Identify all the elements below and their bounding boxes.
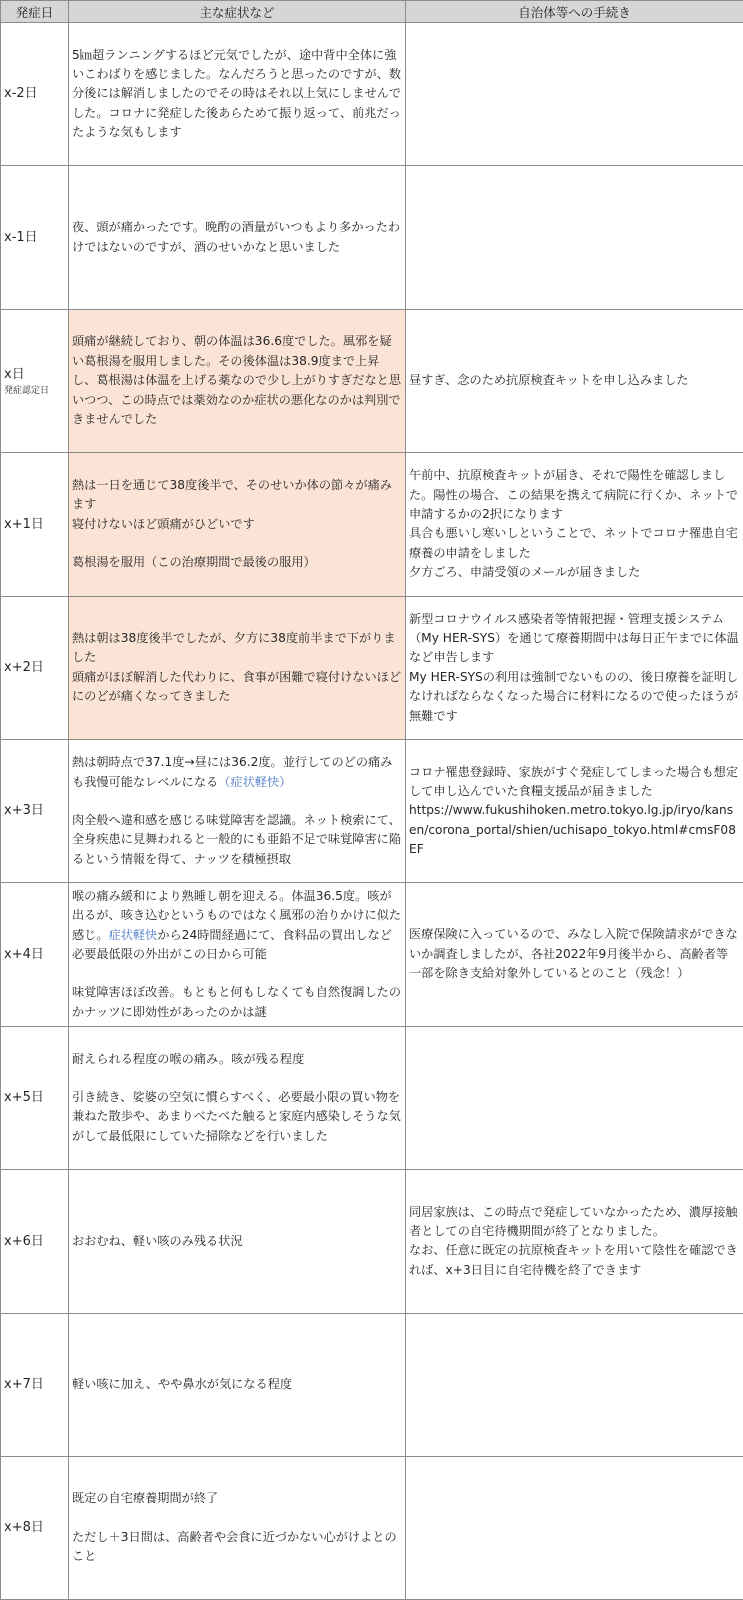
symptoms-cell <box>69 596 406 739</box>
symptom-text: 頭痛が継続しており、朝の体温は36.6度でした。風邪を疑い葛根湯を服用しました。その後体温は38.9度まで上昇し、葛根湯は体温を上げる薬なので少し上がりすぎだなと思いつつ、この時点では薬効なのか症状の悪化なのかは判別できませんでした <box>72 334 402 427</box>
procedures-cell <box>406 596 743 739</box>
procedures-cell <box>406 1313 743 1456</box>
day-cell <box>1 1170 69 1313</box>
day-label: x+2日 <box>4 660 44 676</box>
symptoms-cell <box>69 1026 406 1169</box>
procedures-cell <box>406 23 743 166</box>
day-cell <box>1 166 69 309</box>
procedures-cell <box>406 1456 743 1599</box>
day-cell <box>1 1313 69 1456</box>
symptom-text: 5㎞超ランニングするほど元気でしたが、途中背中全体に強いこわばりを感じました。なんだろうと思ったのですが、数分後には解消しましたのでその時はそれ以上気にしませんでした。コロナに発症した後あらためて振り返って、前兆だったような気もします <box>72 47 402 140</box>
symptom-text: 熱は朝は38度後半でしたが、夕方に38度前半まで下がりました <box>72 630 396 665</box>
procedures-cell <box>406 1170 743 1313</box>
paragraph-gap <box>72 964 402 983</box>
procedure-text: 夕方ごろ、申請受領のメールが届きました <box>409 565 641 580</box>
symptom-improved-label: 症状軽快 <box>108 927 158 942</box>
symptom-text: 耐えられる程度の喉の痛み。咳が残る程度 <box>72 1051 305 1066</box>
symptom-text: おおむね、軽い咳のみ残る状況 <box>72 1233 243 1248</box>
day-label: x-1日 <box>4 229 38 245</box>
table-row <box>1 453 743 596</box>
header-date: 発症日 <box>1 1 69 23</box>
table-row <box>1 1313 743 1456</box>
symptom-text <box>72 887 402 965</box>
day-cell <box>1 739 69 882</box>
symptoms-cell <box>69 883 406 1026</box>
symptom-text: 既定の自宅療養期間が終了 <box>72 1491 219 1506</box>
procedure-text: 医療保険に入っているので、みなし入院で保険請求ができないか調査しましたが、各社2022年9月後半から、高齢者等一部を除き支給対象外しているとのこと（残念！） <box>409 927 738 981</box>
symptoms-cell <box>69 166 406 309</box>
symptom-text: 味覚障害ほぼ改善。もともと何もしなくても自然復調したのかナッツに即効性があったのかは謎 <box>72 985 402 1019</box>
day-cell <box>1 883 69 1026</box>
symptoms-cell <box>69 1456 406 1599</box>
symptom-text <box>72 753 402 792</box>
symptoms-cell <box>69 1170 406 1313</box>
day-label: x+1日 <box>4 516 44 532</box>
paragraph-gap <box>72 1509 402 1528</box>
procedures-cell <box>406 166 743 309</box>
procedure-text: コロナ罹患登録時、家族がすぐ発症してしまった場合も想定して申し込んでいた食糧支援品が届きました <box>409 764 739 799</box>
symptom-text: 引き続き、娑婆の空気に慣らすべく、必要最小限の買い物を兼ねた散歩や、あまりべたべた触ると家庭内感染しそうな気がして最低限にしていた掃除などを行いました <box>72 1090 401 1143</box>
procedure-text: 新型コロナウイルス感染者等情報把握・管理支援システム（My HER-SYS）を通じて療養期間中は毎日正午までに体温など申告します <box>409 611 739 665</box>
symptom-text: 葛根湯を服用（この治療期間で最後の服用） <box>72 555 316 570</box>
table-row <box>1 1170 743 1313</box>
support-url[interactable]: https://www.fukushihoken.metro.tokyo.lg.jp/iryo/kansen/corona_portal/shien/uchisapo_tokyo.html#cmsF08EF <box>409 803 736 857</box>
day-label: x+7日 <box>4 1377 44 1392</box>
symptom-text: 頭痛がほぼ解消した代わりに、食事が困難で寝付けないほどにのどが痛くなってきました <box>72 669 402 704</box>
procedure-text: 昼すぎ、念のため抗原検査キットを申し込みました <box>409 373 689 388</box>
procedure-text: なお、任意に既定の抗原検査キットを用いて陰性を確認できれば、x+3日目に自宅待機を終了できます <box>409 1243 738 1277</box>
symptoms-cell <box>69 23 406 166</box>
table-row <box>1 739 743 882</box>
table-row <box>1 1026 743 1169</box>
symptoms-cell <box>69 309 406 452</box>
symptom-text: 寝付けないほど頭痛がひどいです <box>72 516 255 531</box>
day-label: x+6日 <box>4 1233 44 1249</box>
day-label: x+4日 <box>4 946 44 962</box>
table-row <box>1 23 743 166</box>
procedure-text: My HER-SYSの利用は強制でないものの、後日療養を証明しなければならなくなった場合に材料になるので使ったほうが無難です <box>409 669 739 723</box>
day-label: x-2日 <box>4 86 38 102</box>
symptoms-cell <box>69 739 406 882</box>
day-label: x日 <box>4 367 25 383</box>
table-row <box>1 596 743 739</box>
symptom-text: 熱は一日を通じて38度後半で、そのせいか体の節々が痛みます <box>72 478 392 512</box>
paragraph-gap <box>72 1069 402 1088</box>
day-cell <box>1 596 69 739</box>
symptoms-cell <box>69 453 406 596</box>
header-row <box>1 1 743 23</box>
day-cell <box>1 309 69 452</box>
procedure-text: 午前中、抗原検査キットが届き、それで陽性を確認しました。陽性の場合、この結果を携えて病院に行くか、ネットで申請するかの2択になります <box>409 468 739 521</box>
symptom-text: 肉全般へ違和感を感じる味覚障害を認識。ネット検索にて、全身疾患に見舞われると一般的にも亜鉛不足で味覚障害に陥るという情報を得て、ナッツを積極摂取 <box>72 812 402 866</box>
day-cell <box>1 1026 69 1169</box>
symptoms-cell <box>69 1313 406 1456</box>
table-row <box>1 1456 743 1599</box>
day-cell <box>1 453 69 596</box>
day-label: x+3日 <box>4 803 44 819</box>
symptom-text-part: 喉の痛み緩和により熟睡し朝を迎える。体温36.5度。咳が出るが、咳き込むというものではなく風邪の治りかけに似た感じ。 <box>72 888 402 942</box>
table-row <box>1 883 743 1026</box>
symptom-text: ただし＋3日間は、高齢者や会食に近づかない心がけよとのこと <box>72 1529 397 1564</box>
day-cell <box>1 1456 69 1599</box>
procedures-cell <box>406 883 743 1026</box>
symptom-improved-label: （症状軽快） <box>218 774 292 789</box>
paragraph-gap <box>72 792 402 811</box>
symptom-text: 夜、頭が痛かったです。晩酌の酒量がいつもより多かったわけではないのですが、酒のせいかなと思いました <box>72 220 401 254</box>
header-symptoms: 主な症状など <box>69 1 406 23</box>
procedures-cell <box>406 739 743 882</box>
symptom-text-part: 熱は朝時点で37.1度→昼には36.2度。並行してのどの痛みも我慢可能なレベルになる <box>72 755 393 789</box>
table-row <box>1 166 743 309</box>
header-procedures: 自治体等への手続き <box>406 1 743 23</box>
day-cell <box>1 23 69 166</box>
procedure-text: 同居家族は、この時点で発症していなかったため、濃厚接触者としての自宅待機期間が終了となりました。 <box>409 1204 738 1238</box>
symptom-text-part: から24時間経過にて、食料品の買出しなど必要最低限の外出がこの日から可能 <box>72 927 392 962</box>
procedures-cell <box>406 309 743 452</box>
procedures-cell <box>406 1026 743 1169</box>
symptom-text: 軽い咳に加え、やや鼻水が気になる程度 <box>72 1377 293 1391</box>
procedures-cell <box>406 453 743 596</box>
day-sublabel: 発症認定日 <box>4 385 50 396</box>
day-label: x+5日 <box>4 1090 44 1106</box>
paragraph-gap <box>72 534 402 553</box>
table-row <box>1 309 743 452</box>
day-label: x+8日 <box>4 1520 44 1536</box>
procedure-text: 具合も悪いし寒いしということで、ネットでコロナ罹患自宅療養の申請をしました <box>409 526 738 560</box>
